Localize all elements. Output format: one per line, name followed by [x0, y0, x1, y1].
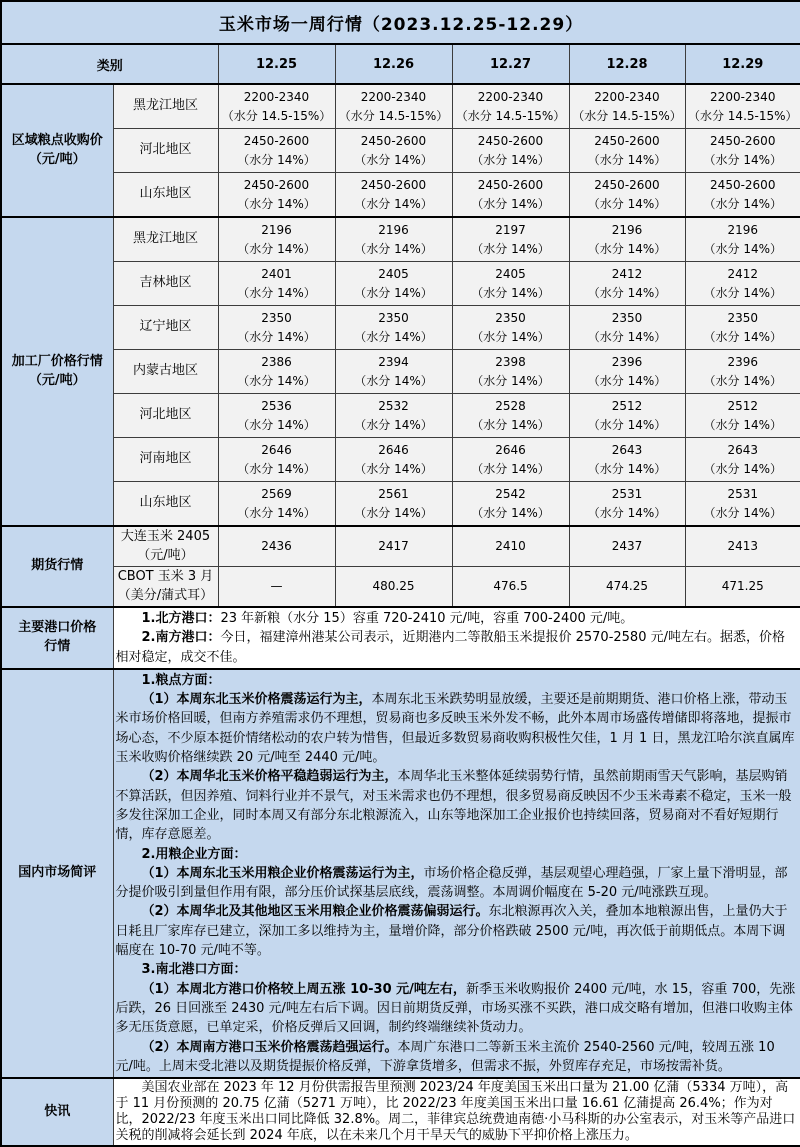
price-cell [685, 394, 800, 438]
price-value: — [270, 579, 283, 594]
region-label-line: 大连玉米 2405 [120, 529, 211, 545]
port-paragraph-lead: 2.南方港口： [141, 630, 221, 646]
price-cell [335, 567, 452, 608]
commentary-paragraph [116, 980, 797, 1038]
commentary-text: 本周东北玉米跌势明显放缓，主要还是前期期货、港口价格上涨，带动玉米市场价格回暖，但南方养殖需求仍不理想，贸易商也多反映玉米外发不畅，此外本周市场盛传增储即将落地，提振市场心态，不少原本挺价情绪松动的农户转为惜售，但最近多数贸易商收购积极性欠佳，1 月 1 日，黑龙江哈尔滨直属库玉米收购价格继续跌 20 元/吨至 2440 元/吨。 [115, 692, 795, 766]
price-value: 2410 [495, 539, 526, 554]
moisture-note: （水分 14%） [471, 285, 550, 300]
price-value: 2531 [727, 486, 759, 501]
price-cell [452, 438, 569, 482]
moisture-note: （水分 14%） [471, 461, 550, 476]
region-cell [113, 262, 218, 306]
region-cell [113, 438, 218, 482]
price-cell [452, 84, 569, 129]
report-title: 玉米市场一周行情（2023.12.25-12.29） [1, 1, 800, 44]
moisture-note: （水分 14%） [237, 241, 316, 256]
commentary-paragraph [116, 671, 797, 690]
price-cell [569, 394, 685, 438]
moisture-note: （水分 14%） [237, 461, 316, 476]
section-label [1, 526, 113, 607]
price-cell [569, 438, 685, 482]
price-cell [685, 262, 800, 306]
moisture-note: （水分 14%） [703, 329, 783, 344]
price-cell [685, 173, 800, 218]
section-label [1, 669, 113, 1078]
price-cell [218, 482, 335, 527]
section-label-line: 区域粮点收购价 [11, 132, 103, 148]
section-label-line: 国内市场简评 [18, 865, 97, 881]
futures-section [1, 526, 800, 607]
processing-plant-price-section [1, 217, 800, 526]
price-value: 2413 [727, 539, 759, 554]
moisture-note: （水分 14%） [354, 241, 433, 256]
moisture-note: （水分 14%） [587, 152, 667, 167]
price-value: 2450-2600 [710, 133, 776, 148]
price-value: 2532 [378, 398, 409, 413]
region-label-line: 辽宁地区 [139, 319, 192, 335]
price-value: 2450-2600 [594, 177, 660, 192]
price-cell [569, 567, 685, 608]
price-value: 2405 [378, 266, 409, 281]
commentary-text: 本周华北玉米整体延续弱势行情，虽然前期雨雪天气影响，基层购销不算活跃，但因养殖、饲料行业并不景气，对玉米需求也仍不理想，很多贸易商反映因不少玉米毒素不稳定，玉米一般多发往深加工企业，同时本周又有部分东北粮源流入，山东等地深加工企业报价也持续回落，贸易商对不看好短期行情，库存意愿差。 [115, 769, 792, 843]
region-cell [113, 84, 218, 129]
price-cell [452, 306, 569, 350]
price-cell [685, 438, 800, 482]
region-cell [113, 173, 218, 218]
price-value: 2646 [495, 442, 526, 457]
price-value: 2450-2600 [243, 177, 310, 192]
price-value: 2396 [727, 354, 759, 369]
domestic-market-commentary-section [1, 669, 800, 1078]
moisture-note: （水分 14%） [703, 373, 783, 388]
commentary-lead: 3.南北港口方面： [141, 962, 247, 978]
moisture-note: （水分 14%） [703, 152, 783, 167]
region-cell [113, 306, 218, 350]
price-cell [335, 173, 452, 218]
commentary-lead: 2.用粮企业方面： [141, 846, 247, 862]
price-cell [569, 173, 685, 218]
price-value: 2405 [495, 266, 526, 281]
commentary-paragraph [116, 767, 797, 844]
region-cell [113, 350, 218, 394]
price-cell [452, 129, 569, 173]
price-cell [452, 394, 569, 438]
moisture-note: （水分 14%） [354, 373, 433, 388]
price-value: 2196 [261, 222, 292, 237]
price-value: 2646 [378, 442, 409, 457]
date-header-1228: 12.28 [569, 44, 685, 84]
price-cell [335, 526, 452, 567]
price-cell [685, 482, 800, 527]
region-label-line: CBOT 玉米 3 月 [117, 569, 214, 585]
price-value: 474.25 [606, 579, 648, 594]
section-label [1, 607, 113, 669]
price-cell [335, 84, 452, 129]
commentary-paragraph [116, 690, 797, 767]
price-value: 2200-2340 [243, 89, 310, 104]
price-value: 2350 [378, 310, 409, 325]
commentary-paragraph [116, 960, 797, 979]
price-value: 2450-2600 [360, 133, 427, 148]
commentary-lead: （2）本周华北及其他地区玉米用粮企业价格震荡偏弱运行。 [141, 904, 489, 920]
price-cell [452, 350, 569, 394]
price-value: 2412 [611, 266, 643, 281]
moisture-note: （水分 14%） [354, 505, 433, 520]
moisture-note: （水分 14.5-15%） [221, 108, 332, 123]
region-cell [113, 217, 218, 262]
region-label-line: 黑龙江地区 [132, 231, 198, 247]
price-value: 2401 [261, 266, 292, 281]
moisture-note: （水分 14%） [471, 373, 550, 388]
price-cell [335, 350, 452, 394]
moisture-note: （水分 14.5-15%） [338, 108, 449, 123]
price-value: 2531 [611, 486, 643, 501]
moisture-note: （水分 14%） [237, 505, 316, 520]
price-value: 2512 [611, 398, 643, 413]
moisture-note: （水分 14%） [703, 285, 783, 300]
port-price-content [113, 607, 800, 669]
region-label-line: （元/吨） [137, 547, 194, 563]
commentary-text: 东北粮源再次入关，叠加本地粮源出售，上量仍大于日耗且厂家库存已建立，深加工多以维持为主，量增价降，部分价格跌破 2500 元/吨，再次低于前期低点。本周下调幅度在 10-70 元/吨不等。 [115, 904, 788, 959]
price-row [1, 84, 800, 129]
news-flash-section [1, 1078, 800, 1146]
region-label-line: 山东地区 [139, 495, 192, 511]
commentary-text: 本周广东港口二等新玉米主流价 2540-2560 元/吨，较周五涨 10 元/吨。上周末受北港以及期货提振价格反弹，下游拿货增多，但需求不振，外贸库存充足，市场按需补货。 [115, 1039, 775, 1074]
price-cell [452, 217, 569, 262]
news-flash-row [1, 1078, 800, 1146]
region-label-line: （美分/蒲式耳） [117, 587, 214, 603]
moisture-note: （水分 14%） [237, 373, 316, 388]
price-cell [335, 438, 452, 482]
region-label-line: 河北地区 [139, 407, 192, 423]
price-row [1, 350, 800, 394]
port-paragraph-text: 23 年新粮（水分 15）容重 720-2410 元/吨，容重 700-2400 元/吨。 [220, 611, 634, 626]
moisture-note: （水分 14%） [354, 461, 433, 476]
moisture-note: （水分 14%） [354, 196, 433, 211]
price-cell [569, 526, 685, 567]
price-cell [452, 262, 569, 306]
price-cell [569, 306, 685, 350]
price-cell [569, 262, 685, 306]
section-label [1, 84, 113, 217]
price-row [1, 173, 800, 218]
price-value: 2450-2600 [243, 133, 310, 148]
section-label-line: （元/吨） [28, 151, 86, 167]
price-cell [685, 84, 800, 129]
price-cell [335, 217, 452, 262]
region-cell [113, 526, 218, 567]
region-cell [113, 394, 218, 438]
price-value: 2450-2600 [710, 177, 776, 192]
port-price-section [1, 607, 800, 669]
date-header-section [1, 44, 800, 84]
region-label-line: 山东地区 [139, 186, 192, 202]
price-value: 2350 [611, 310, 643, 325]
region-label-line: 河北地区 [139, 142, 192, 158]
price-value: 2200-2340 [360, 89, 427, 104]
price-cell [569, 350, 685, 394]
price-value: 2436 [261, 539, 292, 554]
moisture-note: （水分 14%） [587, 417, 667, 432]
moisture-note: （水分 14%） [471, 241, 550, 256]
category-header: 类别 [1, 44, 218, 84]
moisture-note: （水分 14%） [703, 461, 783, 476]
price-cell [335, 262, 452, 306]
section-label-line: 行情 [44, 638, 71, 654]
price-value: 2450-2600 [477, 133, 544, 148]
price-value: 2200-2340 [477, 89, 544, 104]
port-paragraph-text: 今日，福建漳州港某公司表示，近期港内二等散船玉米提报价 2570-2580 元/吨左右。据悉，价格相对稳定，成交不佳。 [115, 630, 785, 665]
price-value: 2542 [495, 486, 526, 501]
moisture-note: （水分 14.5-15%） [455, 108, 566, 123]
moisture-note: （水分 14%） [587, 373, 667, 388]
commentary-text: 市场价格企稳反弹，基层观望心理趋强，厂家上量下滑明显，部分提价吸引到量但作用有限，部分压价试探基层底线，震荡调整。本周调价幅度在 5-20 元/吨涨跌互现。 [115, 865, 788, 901]
price-cell [685, 526, 800, 567]
price-value: 2561 [378, 486, 409, 501]
port-price-row [1, 607, 800, 669]
price-value: 2196 [378, 222, 409, 237]
date-header-1225: 12.25 [218, 44, 335, 84]
price-cell [218, 350, 335, 394]
price-cell [685, 306, 800, 350]
price-value: 2569 [261, 486, 292, 501]
price-cell [218, 129, 335, 173]
price-value: 2200-2340 [594, 89, 660, 104]
moisture-note: （水分 14%） [587, 461, 667, 476]
commentary-lead: （2）本周华北玉米价格平稳趋弱运行为主， [141, 769, 398, 785]
moisture-note: （水分 14%） [354, 329, 433, 344]
commentary-lead: （1）本周东北玉米用粮企业价格震荡运行为主， [141, 865, 424, 881]
price-cell [685, 350, 800, 394]
price-cell [218, 306, 335, 350]
moisture-note: （水分 14%） [471, 417, 550, 432]
price-value: 2350 [727, 310, 759, 325]
commentary-paragraph [116, 864, 797, 903]
price-cell [335, 129, 452, 173]
price-cell [218, 217, 335, 262]
commentary-paragraph [116, 902, 797, 960]
price-cell [218, 262, 335, 306]
price-cell [218, 567, 335, 608]
moisture-note: （水分 14%） [237, 417, 316, 432]
price-cell [569, 217, 685, 262]
price-value: 2417 [378, 539, 409, 554]
commentary-content [113, 669, 800, 1078]
port-paragraph [116, 628, 797, 667]
commentary-lead: （1）本周北方港口价格较上周五涨 10-30 元/吨左右， [141, 981, 466, 997]
price-cell [452, 482, 569, 527]
price-value: 2437 [611, 539, 643, 554]
region-cell [113, 567, 218, 608]
price-cell [218, 173, 335, 218]
moisture-note: （水分 14%） [471, 196, 550, 211]
section-label-line: 主要港口价格 [18, 620, 97, 636]
price-cell [452, 173, 569, 218]
price-cell [335, 482, 452, 527]
price-value: 2643 [727, 442, 759, 457]
price-cell [685, 217, 800, 262]
region-purchase-price-section [1, 84, 800, 217]
commentary-row [1, 669, 800, 1078]
moisture-note: （水分 14%） [587, 285, 667, 300]
date-header-1226: 12.26 [335, 44, 452, 84]
price-cell [569, 129, 685, 173]
section-label-line: 快讯 [44, 1103, 71, 1119]
moisture-note: （水分 14%） [587, 196, 667, 211]
section-label [1, 1078, 113, 1146]
moisture-note: （水分 14%） [237, 285, 316, 300]
moisture-note: （水分 14%） [703, 241, 783, 256]
price-value: 2196 [727, 222, 759, 237]
moisture-note: （水分 14%） [587, 241, 667, 256]
moisture-note: （水分 14%） [703, 196, 783, 211]
price-value: 2350 [261, 310, 292, 325]
price-row [1, 438, 800, 482]
price-value: 480.25 [372, 579, 415, 594]
price-cell [452, 567, 569, 608]
commentary-paragraph [116, 1038, 797, 1077]
price-value: 2412 [727, 266, 759, 281]
date-header-row [1, 44, 800, 84]
section-label-line: 加工厂价格行情 [11, 353, 103, 369]
price-value: 2350 [495, 310, 526, 325]
price-value: 2394 [378, 354, 409, 369]
price-row [1, 526, 800, 567]
port-paragraph-lead: 1.北方港口： [141, 611, 221, 626]
price-row [1, 217, 800, 262]
moisture-note: （水分 14%） [471, 505, 550, 520]
commentary-paragraph [116, 845, 797, 864]
date-header-1227: 12.27 [452, 44, 569, 84]
price-row [1, 567, 800, 608]
price-row [1, 262, 800, 306]
price-cell [335, 306, 452, 350]
price-cell [218, 526, 335, 567]
commentary-lead: （1）本周东北玉米价格震荡运行为主， [141, 692, 372, 708]
region-cell [113, 482, 218, 527]
section-label-line: 期货行情 [31, 558, 84, 574]
price-value: 2450-2600 [477, 177, 544, 192]
price-row [1, 482, 800, 527]
price-value: 471.25 [721, 579, 764, 594]
price-value: 2646 [261, 442, 292, 457]
moisture-note: （水分 14%） [237, 196, 316, 211]
price-cell [218, 394, 335, 438]
commentary-lead: （2）本周南方港口玉米价格震荡趋强运行。 [141, 1039, 398, 1055]
news-paragraph: 美国农业部在 2023 年 12 月份供需报告里预测 2023/24 年度美国玉米出口量为 21.00 亿蒲（5334 万吨），高于 11 月份预测的 20.75 亿蒲（5271 万吨），比 2022/23 年度美国玉米出口量 16.61 亿蒲提高 26.4%；作为对比，2022/23 年度玉米出口同比降低 32.8%。周二，菲律宾总统费迪南德·小马科斯的办公室表示，对玉米等产品进口关税的削减将会延长到 2024 年底，以在未来几个月干旱天气的威胁下平抑价格上涨压力。 [115, 1080, 796, 1144]
moisture-note: （水分 14%） [587, 329, 667, 344]
region-label-line: 黑龙江地区 [132, 98, 198, 114]
region-label-line: 吉林地区 [139, 275, 192, 291]
region-cell [113, 129, 218, 173]
moisture-note: （水分 14%） [237, 152, 316, 167]
port-paragraph [116, 609, 797, 628]
moisture-note: （水分 14.5-15%） [572, 108, 682, 123]
price-value: 2536 [261, 398, 292, 413]
price-cell [569, 482, 685, 527]
commentary-lead: 1.粮点方面： [141, 672, 221, 688]
price-row [1, 129, 800, 173]
moisture-note: （水分 14.5-15%） [687, 108, 798, 123]
price-cell [685, 129, 800, 173]
price-value: 2512 [727, 398, 759, 413]
price-value: 2196 [611, 222, 643, 237]
price-cell [218, 438, 335, 482]
price-value: 476.5 [493, 579, 528, 594]
moisture-note: （水分 14%） [237, 329, 316, 344]
price-value: 2386 [261, 354, 292, 369]
moisture-note: （水分 14%） [354, 417, 433, 432]
title-section [1, 1, 800, 44]
region-label-line: 内蒙古地区 [132, 363, 198, 379]
moisture-note: （水分 14%） [703, 505, 783, 520]
price-value: 2643 [611, 442, 643, 457]
moisture-note: （水分 14%） [471, 329, 550, 344]
price-value: 2396 [611, 354, 643, 369]
region-label-line: 河南地区 [139, 451, 192, 467]
price-cell [569, 84, 685, 129]
date-header-1229: 12.29 [685, 44, 800, 84]
price-value: 2450-2600 [360, 177, 427, 192]
commentary-text: 新季玉米收购报价 2400 元/吨，水 15，容重 700，先涨后跌，26 日回涨至 2430 元/吨左右后下调。因日前期货反弹，市场买涨不买跌，港口成交略有增加，但港口收购主体多无压货意愿，已单定采，价格反弹后又回调，制约终端继续补货动力。 [115, 981, 796, 1036]
moisture-note: （水分 14%） [703, 417, 783, 432]
news-flash-content [113, 1078, 800, 1146]
moisture-note: （水分 14%） [354, 152, 433, 167]
price-cell [218, 84, 335, 129]
price-cell [452, 526, 569, 567]
section-label-line: （元/吨） [28, 372, 86, 388]
price-cell [685, 567, 800, 608]
price-cell [335, 394, 452, 438]
price-value: 2528 [495, 398, 526, 413]
price-value: 2200-2340 [710, 89, 776, 104]
section-label [1, 217, 113, 526]
price-value: 2197 [495, 222, 526, 237]
moisture-note: （水分 14%） [354, 285, 433, 300]
moisture-note: （水分 14%） [471, 152, 550, 167]
moisture-note: （水分 14%） [587, 505, 667, 520]
price-value: 2450-2600 [594, 133, 660, 148]
price-value: 2398 [495, 354, 526, 369]
price-row [1, 394, 800, 438]
price-row [1, 306, 800, 350]
